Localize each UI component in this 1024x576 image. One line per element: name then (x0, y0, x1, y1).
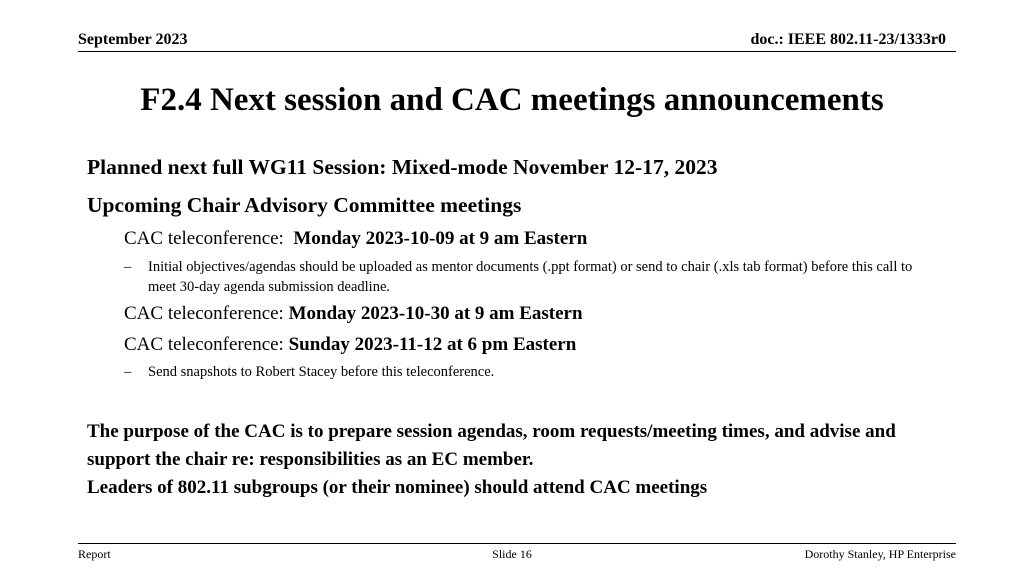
footer-divider (78, 543, 956, 544)
leaders-paragraph: Leaders of 802.11 subgroups (or their nominee) should attend CAC meetings (87, 477, 708, 498)
telecon-note-text: Initial objectives/agendas should be uploaded as mentor documents (.ppt format) or send to chair (.xls tab format) before this call to meet 30-day agenda submission deadline. (148, 259, 913, 295)
telecon-label: CAC teleconference: (124, 334, 284, 355)
telecon-note-text: Send snapshots to Robert Stacey before this teleconference. (148, 364, 495, 380)
telecon-item-1 (124, 228, 587, 250)
slide-title: F2.4 Next session and CAC meetings announcements (140, 82, 884, 118)
header-date: September 2023 (78, 31, 188, 48)
telecon-label: CAC teleconference: (124, 228, 284, 249)
telecon-datetime: Monday 2023-10-09 at 9 am Eastern (293, 228, 588, 249)
bullet-next-session: Planned next full WG11 Session: Mixed-mode November 12-17, 2023 (87, 155, 718, 179)
telecon-label: CAC teleconference: (124, 303, 284, 324)
footer-slide-number: Slide 16 (492, 547, 532, 561)
telecon-note-3 (124, 362, 944, 382)
purpose-paragraph: The purpose of the CAC is to prepare session agendas, room requests/meeting times, and advise and support the chair re: responsibilities as an EC member. (87, 421, 896, 470)
telecon-datetime: Sunday 2023-11-12 at 6 pm Eastern (288, 334, 577, 355)
footer-left: Report (78, 547, 111, 561)
telecon-datetime: Monday 2023-10-30 at 9 am Eastern (288, 303, 583, 324)
telecon-note-1 (124, 257, 944, 297)
bullet-cac-heading: Upcoming Chair Advisory Committee meetings (87, 193, 522, 217)
telecon-item-3 (124, 334, 576, 356)
header-divider (78, 51, 956, 52)
dash-marker: – (124, 364, 132, 380)
telecon-item-2 (124, 303, 583, 325)
header-doc-id: doc.: IEEE 802.11-23/1333r0 (750, 31, 946, 48)
dash-marker: – (124, 259, 132, 275)
footer-author: Dorothy Stanley, HP Enterprise (804, 547, 956, 561)
